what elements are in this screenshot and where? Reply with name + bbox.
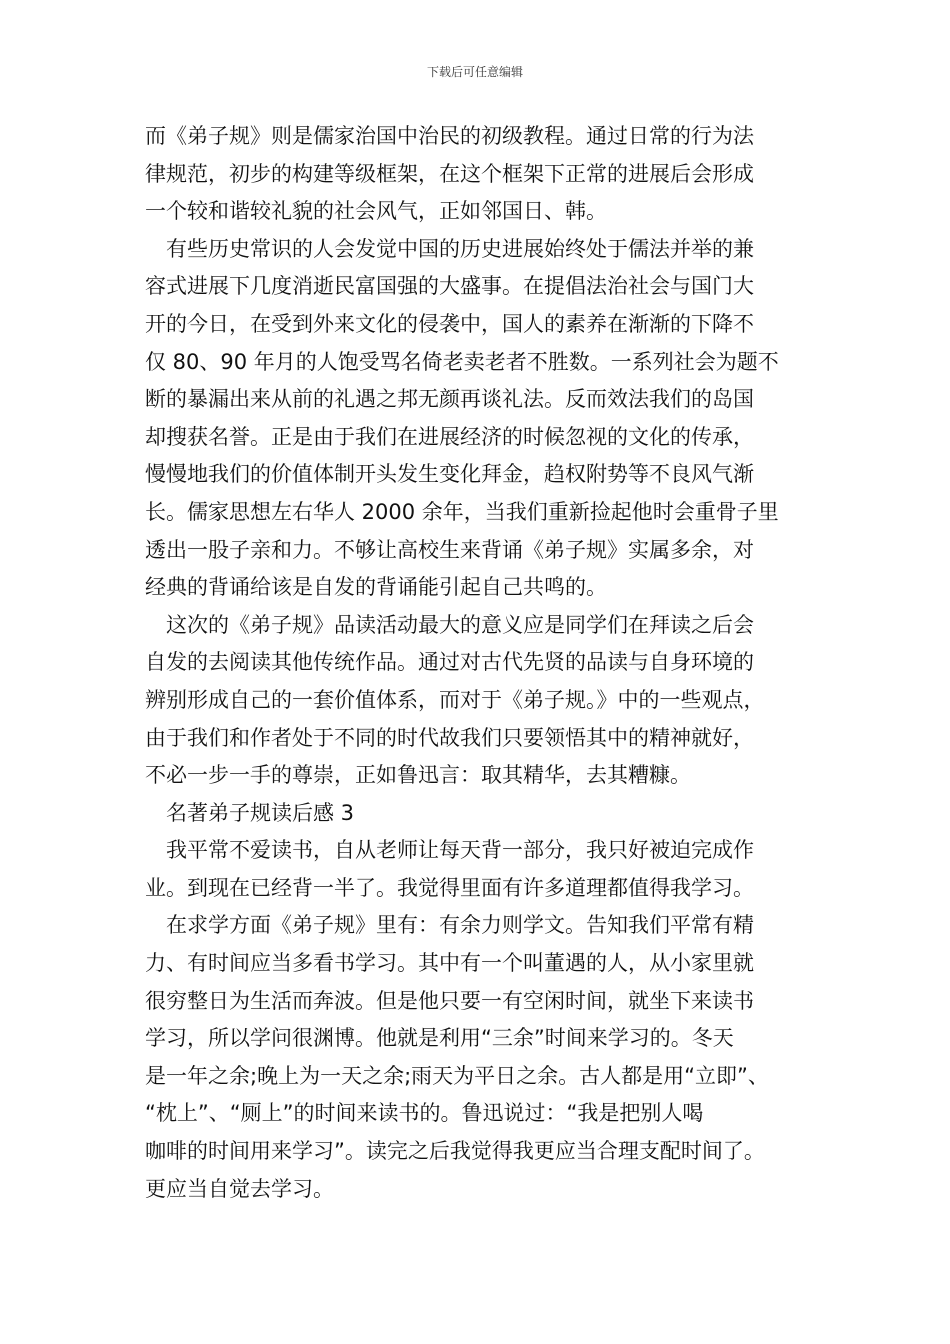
text-line: 不必一步一手的尊崇，正如鲁迅言：取其精华，去其糟糠。 (145, 763, 691, 788)
text-line: 咖啡的时间用来学习”。读完之后我觉得我更应当合理支配时间了。 (145, 1139, 765, 1164)
text-line: 业。到现在已经背一半了。我觉得里面有许多道理都值得我学习。 (145, 875, 754, 900)
body-text (145, 118, 835, 1208)
paragraph (145, 832, 835, 907)
section-heading (145, 795, 835, 833)
text-line: “枕上”、“厕上”的时间来读书的。鲁迅说过：“我是把别人喝 (145, 1101, 704, 1126)
text-line: 辨别形成自己的一套价值体系，而对于《弟子规。》中的一些观点， (145, 687, 765, 712)
text-line: 是一年之余;晚上为一天之余;雨天为平日之余。古人都是用“立即”、 (145, 1063, 769, 1088)
text-line: 一个较和谐较礼貌的社会风气，正如邻国日、韩。 (145, 199, 607, 224)
text-line: 在求学方面《弟子规》里有：有余力则学文。告知我们平常有精 (166, 913, 754, 938)
text-line: 长。儒家思想左右华人 2000 余年，当我们重新捡起他时会重骨子里 (145, 499, 779, 524)
text-line: 力、有时间应当多看书学习。其中有一个叫董遇的人，从小家里就 (145, 951, 754, 976)
text-line: 却搜获名誉。正是由于我们在进展经济的时候忽视的文化的传承， (145, 424, 754, 449)
text-line: 慢慢地我们的价值体制开头发生变化拜金，趋权附势等不良风气渐 (145, 462, 754, 487)
paragraph (145, 231, 835, 607)
text-line: 断的暴漏出来从前的礼遇之邦无颜再谈礼法。反而效法我们的岛国 (145, 387, 754, 412)
text-line: 而《弟子规》则是儒家治国中治民的初级教程。通过日常的行为法 (145, 124, 754, 148)
text-line: 很穷整日为生活而奔波。但是他只要一有空闲时间，就坐下来读书 (145, 988, 754, 1013)
text-line: 开的今日，在受到外来文化的侵袭中，国人的素养在渐渐的下降不 (145, 311, 754, 336)
header-note: 下载后可任意编辑 (426, 65, 523, 79)
text-line: 律规范，初步的构建等级框架，在这个框架下正常的进展后会形成 (145, 161, 754, 186)
text-line: 学习，所以学问很渊博。他就是利用“三余”时间来学习的。冬天 (145, 1026, 734, 1051)
text-line: 经典的背诵给该是自发的背诵能引起自己共鸣的。 (145, 575, 607, 600)
text-line: 更应当自觉去学习。 (145, 1176, 334, 1201)
text-line: 我平常不爱读书，自从老师让每天背一部分，我只好被迫完成作 (166, 838, 754, 863)
paragraph (145, 607, 835, 795)
text-line: 这次的《弟子规》品读活动最大的意义应是同学们在拜读之后会 (166, 612, 754, 637)
paragraph (145, 118, 835, 231)
text-line: 自发的去阅读其他传统作品。通过对古代先贤的品读与自身环境的 (145, 650, 754, 675)
text-line: 透出一股子亲和力。不够让高校生来背诵《弟子规》实属多余，对 (145, 537, 754, 562)
text-line: 仅 80、90 年月的人饱受骂名倚老卖老者不胜数。一系列社会为题不 (145, 349, 779, 374)
paragraph (145, 907, 835, 1208)
section-heading-text: 名著弟子规读后感 3 (166, 800, 355, 825)
text-line: 有些历史常识的人会发觉中国的历史进展始终处于儒法并举的兼 (166, 236, 754, 261)
text-line: 由于我们和作者处于不同的时代故我们只要领悟其中的精神就好， (145, 725, 754, 750)
text-line: 容式进展下几度消逝民富国强的大盛事。在提倡法治社会与国门大 (145, 274, 754, 299)
